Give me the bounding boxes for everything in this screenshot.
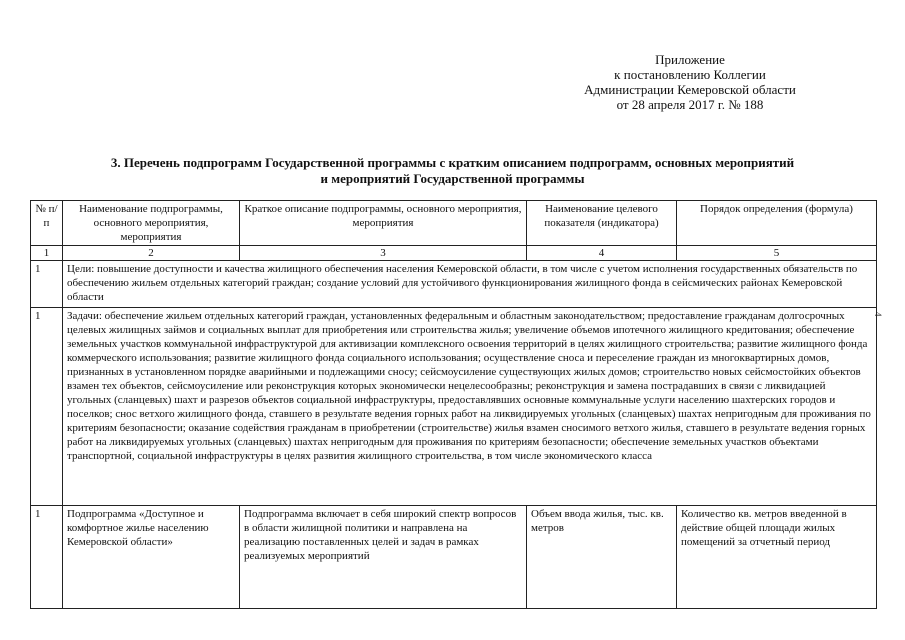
goal-row-num: 1 (31, 261, 63, 308)
goal-row (31, 261, 877, 308)
subprogram-description: Подпрограмма включает в себя широкий спектр вопросов в области жилищной политики и направлена на реализацию поставленных целей и задач в рамках реализуемых мероприятий (240, 506, 527, 609)
appendix-line-4: от 28 апреля 2017 г. № 188 (616, 97, 764, 112)
header-formula: Порядок определения (формула) (677, 201, 877, 246)
column-number: 2 (63, 246, 240, 261)
tasks-text: Задачи: обеспечение жильем отдельных категорий граждан, установленных федеральным и областным законодательством; предоставление гражданам долгосрочных целевых жилищных займов и социальных выплат для приобретения или строительства жилья; увеличение объемов ипотечного жилищного кредитования; обеспечение земельных участков коммунальной инфраструктурой для активизации комплексного освоения территорий в целях жилищного строительства; развитие жилищного фонда коммерческого использования; развитие жилищного фонда социального использования; осуществление сноса и переселение граждан из многоквартирных домов, признанных в установленном порядке аварийными и подлежащими сносу; сейсмоусиление существующих жилых домов; строительство новых сейсмостойких объектов взамен тех объектов, сейсмоусиление или реконструкция которых экономически нецелесообразны; реконструкция и замена пострадавших в связи с ликвидацией угольных (сланцевых) шахт и разрезов объектов социальной инфраструктуры, предоставлявших основные коммунальные услуги населению шахтерских городов и поселков; снос ветхого жилищного фонда, ставшего в результате ведения горных работ на ликвидируемых угольных (сланцевых) шахтах непригодным для проживания по критериям безопасности; оказание содействия гражданам в приобретении (строительстве) жилья взамен сносимого ветхого жилья, ставшего в результате ведения горных работ на ликвидируемых угольных (сланцевых) шахтах непригодным для проживания по критериям безопасности; обеспечение земельных участков объектами транспортной, социальной инфраструктуры в целях развития жилищного строительства, в том числе экономического класса (63, 308, 877, 506)
column-number: 4 (527, 246, 677, 261)
goal-text: Цели: повышение доступности и качества жилищного обеспечения населения Кемеровской области, в том числе с учетом исполнения государственных обязательств по обеспечению жильем отдельных категорий граждан; создание условий для устойчивого функционирования жилищного фонда в сейсмических районах Кемеровской области (63, 261, 877, 308)
column-number: 5 (677, 246, 877, 261)
header-name: Наименование подпрограммы, основного мероприятия, мероприятия (63, 201, 240, 246)
header-indicator: Наименование целевого показателя (индикатора) (527, 201, 677, 246)
header-num: № п/п (31, 201, 63, 246)
column-number: 1 (31, 246, 63, 261)
column-number: 3 (240, 246, 527, 261)
subprogram-row-num: 1 (31, 506, 63, 609)
heading-line-2: и мероприятий Государственной программы (320, 171, 585, 186)
section-heading (30, 155, 875, 187)
page-side-mark: 4 (873, 312, 883, 317)
appendix-block (560, 52, 820, 112)
table-header-row (31, 201, 877, 246)
column-number-row (31, 246, 877, 261)
subprograms-table (30, 200, 877, 609)
heading-line-1: 3. Перечень подпрограмм Государственной программы с кратким описанием подпрограмм, основных мероприятий (110, 155, 795, 170)
appendix-line-2: к постановлению Коллегии (614, 67, 766, 82)
appendix-line-3: Администрации Кемеровской области (584, 82, 796, 97)
subprogram-row (31, 506, 877, 609)
subprogram-indicator: Объем ввода жилья, тыс. кв. метров (527, 506, 677, 609)
appendix-line-1: Приложение (655, 52, 725, 67)
subprogram-formula: Количество кв. метров введенной в действие общей площади жилых помещений за отчетный период (677, 506, 877, 609)
tasks-row-num: 1 (31, 308, 63, 506)
subprogram-name: Подпрограмма «Доступное и комфортное жилье населению Кемеровской области» (63, 506, 240, 609)
header-description: Краткое описание подпрограммы, основного мероприятия, мероприятия (240, 201, 527, 246)
tasks-row (31, 308, 877, 506)
